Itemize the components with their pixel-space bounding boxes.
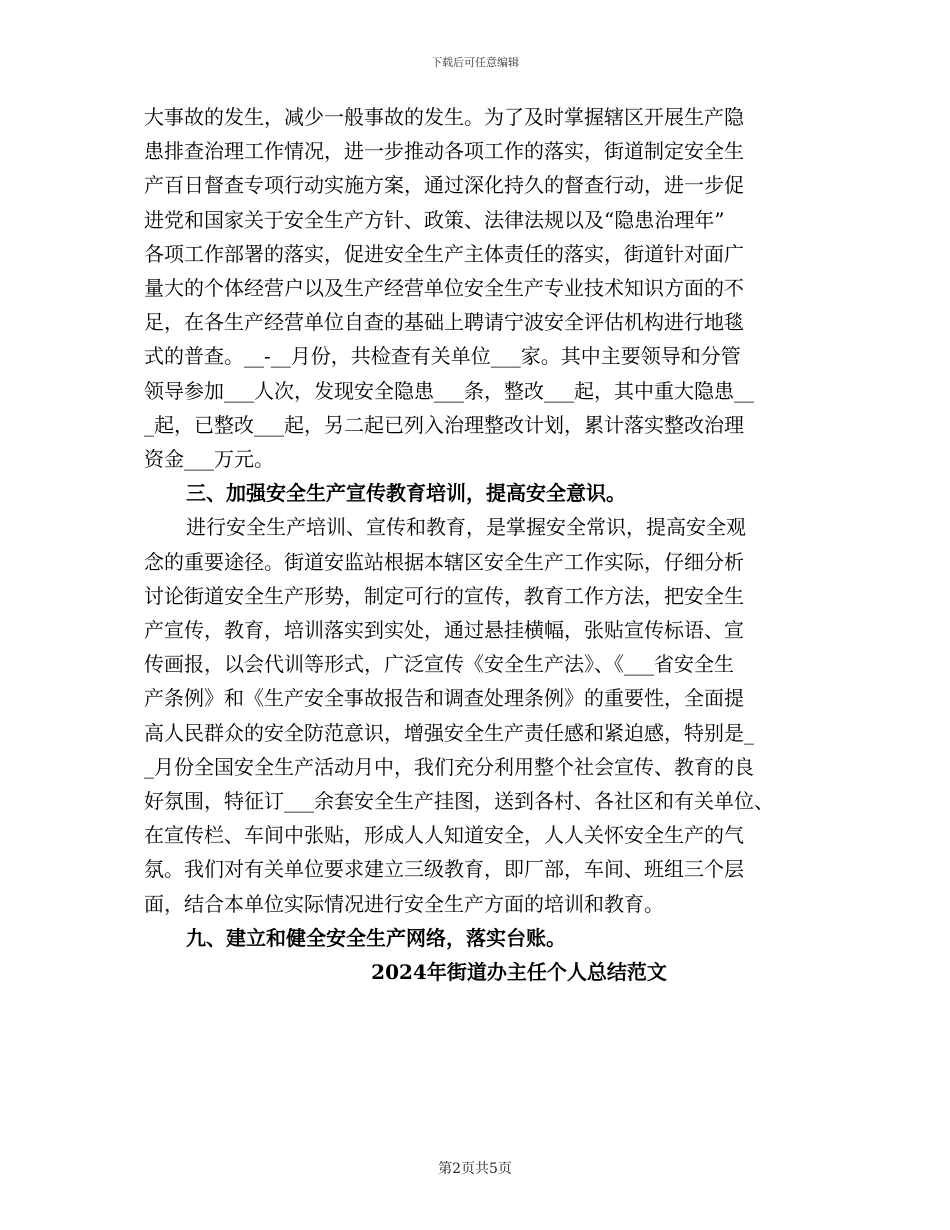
- text-line: 面，结合本单位实际情况进行安全生产方面的培训和教育。: [144, 891, 664, 916]
- section-heading-9: 九、建立和健全安全生产网络，落实台账。: [186, 925, 566, 950]
- text-line: 进行安全生产培训、宣传和教育，是掌握安全常识，提高安全观: [186, 515, 746, 540]
- text-line: 氛。我们对有关单位要求建立三级教育，即厂部，车间、班组三个层: [144, 857, 744, 882]
- text-line: 传画报，以会代训等形式，广泛宣传《安全生产法》、《___省安全生: [144, 652, 734, 677]
- paragraph-safety-training: [144, 510, 824, 920]
- text-line: 讨论街道安全生产形势，制定可行的宣传，教育工作方法，把安全生: [144, 583, 744, 608]
- text-line: 各项工作部署的落实，促进安全生产主体责任的落实，街道针对面广: [144, 241, 744, 266]
- text-line: 进党和国家关于安全生产方针、政策、法律法规以及“隐患治理年”: [144, 207, 725, 232]
- text-line: 领导参加___人次，发现安全隐患___条，整改___起，其中重大隐患__: [144, 378, 754, 403]
- document-body: [144, 100, 824, 989]
- document-title: 2024年街道办主任个人总结范文: [371, 960, 667, 985]
- text-line: 产百日督查专项行动实施方案，通过深化持久的督查行动，进一步促: [144, 173, 744, 198]
- text-line: 资金___万元。: [144, 447, 274, 472]
- text-line: 产宣传，教育，培训落实到实处，通过悬挂横幅，张贴宣传标语、宣: [144, 618, 744, 643]
- text-line: 大事故的发生，减少一般事故的发生。为了及时掌握辖区开展生产隐: [144, 105, 744, 129]
- text-line: 患排查治理工作情况，进一步推动各项工作的落实，街道制定安全生: [144, 139, 744, 164]
- text-line: _月份全国安全生产活动月中，我们充分利用整个社会宣传、教育的良: [144, 754, 754, 779]
- text-line: _起，已整改___起，另二起已列入治理整改计划，累计落实整改治理: [144, 412, 744, 437]
- text-line: 念的重要途径。街道安监站根据本辖区安全生产工作实际，仔细分析: [144, 549, 744, 574]
- text-line: 式的普查。__-__月份，共检查有关单位___家。其中主要领导和分管: [144, 344, 741, 369]
- text-line: 足，在各生产经营单位自查的基础上聘请宁波安全评估机构进行地毯: [144, 310, 744, 335]
- text-line: 在宣传栏、车间中张贴，形成人人知道安全，人人关怀安全生产的气: [144, 823, 744, 848]
- section-heading-3: 三、加强安全生产宣传教育培训，提高安全意识。: [186, 481, 626, 506]
- text-line: 量大的个体经营户以及生产经营单位安全生产专业技术知识方面的不: [144, 276, 744, 301]
- paragraph-accident-inspection: [144, 100, 824, 476]
- text-line: 产条例》和《生产安全事故报告和调查处理条例》的重要性，全面提: [144, 686, 744, 711]
- text-line: 高人民群众的安全防范意识，增强安全生产责任感和紧迫感，特别是_: [144, 720, 754, 745]
- page-number: 第2页共5页: [438, 1161, 512, 1177]
- page-header: 下载后可任意编辑: [431, 56, 519, 69]
- text-line: 好氛围，特征订___余套安全生产挂图，送到各村、各社区和有关单位、: [144, 789, 774, 814]
